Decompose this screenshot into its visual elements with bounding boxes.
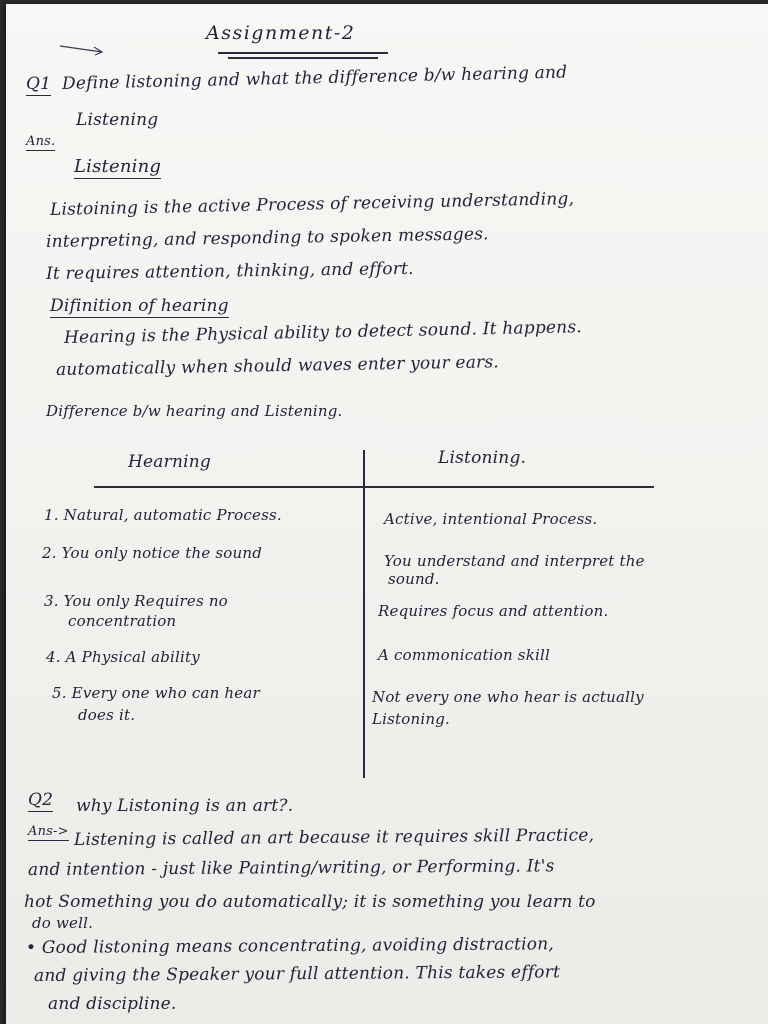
table-header-listening: Listoning. (438, 448, 527, 468)
table-row-1-right: Active, intentional Process. (384, 510, 598, 528)
hearing-def-line1: Hearing is the Physical ability to detect sound. It happens. (63, 317, 583, 348)
q2-answer-line4: do well. (32, 914, 94, 932)
table-row-2-right-line1: You understand and interpret the (384, 552, 645, 570)
table-header-rule (94, 486, 654, 488)
hearing-heading: Difinition of hearing (50, 296, 229, 316)
q1-text-line2: Listening (76, 110, 159, 130)
table-row-3-left-line1: 3. You only Requires no (44, 592, 228, 610)
table-column-rule (363, 450, 365, 778)
q2-answer-line6: and giving the Speaker your full attention. This takes effort (33, 962, 561, 986)
q1-answer-label: Ans. (26, 134, 56, 149)
difference-heading: Difference b/w hearing and Listening. (46, 402, 343, 420)
table-row-2-left: 2. You only notice the sound (42, 544, 263, 562)
listening-def-line3: It requires attention, thinking, and effort. (45, 258, 414, 284)
hearing-def-line2: automatically when should waves enter your ears. (55, 352, 500, 380)
table-row-1-left: 1. Natural, automatic Process. (44, 506, 282, 524)
listening-heading: Listening (74, 156, 162, 177)
q2-text: why Listoning is an art?. (76, 796, 294, 816)
q2-answer-line7: and discipline. (48, 994, 177, 1014)
arrow-scribble-icon (58, 40, 108, 58)
table-row-3-left-line2: concentration (68, 612, 177, 630)
table-row-5-right-line1: Not every one who hear is actually (372, 688, 644, 706)
listening-def-line2: interpreting, and responding to spoken messages. (45, 224, 489, 252)
q2-answer-label: Ans-> (28, 824, 69, 839)
notebook-page (6, 4, 768, 1024)
q2-answer-line1: Listening is called an art because it requires skill Practice, (73, 825, 595, 850)
table-row-5-left-line1: 5. Every one who can hear (52, 684, 260, 702)
table-row-4-right: A commonication skill (378, 646, 550, 664)
table-row-3-right: Requires focus and attention. (378, 602, 609, 620)
q2-label: Q2 (28, 790, 54, 810)
title-underline-2 (228, 57, 378, 59)
table-header-hearing: Hearning (128, 452, 211, 472)
table-row-2-right-line2: sound. (388, 570, 440, 588)
title-underline (218, 52, 388, 54)
listening-def-line1: Listoining is the active Process of receiving understanding, (49, 189, 575, 220)
q1-label: Q1 (26, 74, 52, 94)
q2-answer-line2: and intention - just like Painting/writing, or Performing. It's (27, 856, 555, 880)
q2-answer-line5: • Good listoning means concentrating, avoiding distraction, (25, 934, 555, 958)
table-row-5-left-line2: does it. (78, 706, 136, 724)
table-row-4-left: 4. A Physical ability (46, 648, 200, 666)
q1-text-line1: Define listoning and what the difference b/w hearing and (61, 62, 568, 94)
table-row-5-right-line2: Listoning. (372, 710, 451, 728)
assignment-title: Assignment-2 (206, 22, 356, 44)
q2-answer-line3: hot Something you do automatically; it is something you learn to (24, 892, 596, 912)
